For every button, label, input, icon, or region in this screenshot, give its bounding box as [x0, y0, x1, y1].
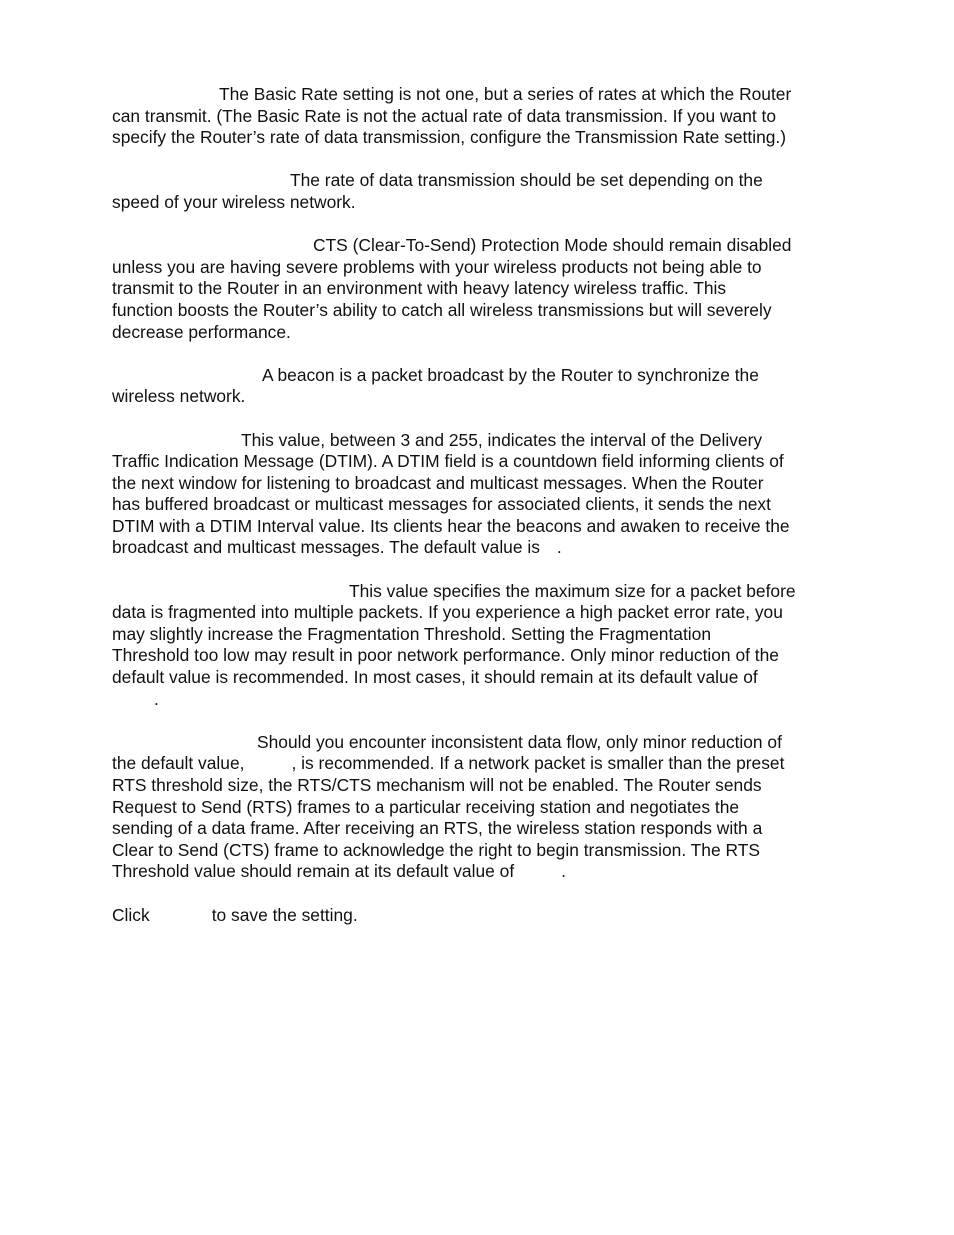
beacon-line-1: A beacon is a packet broadcast by the Router to synchronize the	[262, 364, 759, 385]
fragmentation-line-3: may slightly increase the Fragmentation Threshold. Setting the Fragmentation	[112, 623, 712, 644]
rts-line-4: Request to Send (RTS) frames to a particular receiving station and negotiates the	[112, 796, 740, 817]
fragmentation-paragraph	[112, 581, 852, 711]
fragmentation-line-2: data is fragmented into multiple packets. If you experience a high packet error rate, you	[112, 602, 783, 623]
basic-rate-line-1: The Basic Rate setting is not one, but a series of rates at which the Router	[219, 84, 792, 104]
rts-line-2-end: , is recommended. If a network packet is smaller than the preset	[291, 753, 785, 774]
transmission-rate-line-1: The rate of data transmission should be set depending on the	[290, 170, 763, 191]
cts-protection-line-1: CTS (Clear-To-Send) Protection Mode should remain disabled	[313, 235, 792, 256]
save-line-end: to save the setting.	[211, 904, 358, 925]
basic-rate-paragraph	[112, 84, 852, 149]
cts-protection-line-5: decrease performance.	[112, 321, 291, 342]
basic-rate-line-2: can transmit. (The Basic Rate is not the actual rate of data transmission. If you want to	[112, 105, 777, 126]
transmission-rate-paragraph	[112, 170, 852, 213]
beacon-line-2: wireless network.	[112, 386, 246, 407]
fragmentation-line-4: Threshold too low may result in poor network performance. Only minor reduction of the	[112, 645, 779, 666]
rts-line-7: Threshold value should remain at its default value of	[112, 861, 515, 882]
dtim-line-6: broadcast and multicast messages. The default value is	[112, 537, 540, 558]
beacon-paragraph	[112, 365, 852, 408]
cts-protection-line-3: transmit to the Router in an environment with heavy latency wireless traffic. This	[112, 278, 727, 299]
rts-line-5: sending of a data frame. After receiving an RTS, the wireless station responds with a	[112, 818, 763, 839]
save-line-start: Click	[112, 904, 150, 925]
rts-line-1: Should you encounter inconsistent data flow, only minor reduction of	[257, 731, 782, 752]
dtim-line-2: Traffic Indication Message (DTIM). A DTIM field is a countdown field informing clients of	[112, 451, 784, 472]
document-body	[112, 84, 852, 948]
dtim-paragraph	[112, 430, 852, 560]
rts-line-6: Clear to Send (CTS) frame to acknowledge the right to begin transmission. The RTS	[112, 839, 760, 860]
transmission-rate-line-2: speed of your wireless network.	[112, 191, 356, 212]
fragmentation-line-6: .	[154, 688, 159, 709]
save-instruction	[112, 905, 852, 927]
fragmentation-line-5: default value is recommended. In most cases, it should remain at its default value of	[112, 667, 758, 688]
rts-line-3: RTS threshold size, the RTS/CTS mechanism will not be enabled. The Router sends	[112, 775, 762, 795]
rts-line-7-end: .	[561, 861, 566, 882]
cts-protection-line-4: function boosts the Router’s ability to catch all wireless transmissions but will severely	[112, 299, 772, 320]
cts-protection-line-2: unless you are having severe problems with your wireless products not being able to	[112, 256, 762, 277]
dtim-line-5: DTIM with a DTIM Interval value. Its clients hear the beacons and awaken to receive the	[112, 515, 790, 536]
dtim-line-1: This value, between 3 and 255, indicates the interval of the Delivery	[241, 429, 763, 450]
dtim-line-4: has buffered broadcast or multicast messages for associated clients, it sends the next	[112, 494, 771, 515]
fragmentation-line-1: This value specifies the maximum size for a packet before	[349, 580, 796, 601]
cts-protection-paragraph	[112, 235, 852, 343]
rts-line-2: the default value,	[112, 753, 245, 774]
dtim-line-3: the next window for listening to broadcast and multicast messages. When the Router	[112, 472, 764, 493]
dtim-line-6-end: .	[556, 537, 562, 558]
rts-paragraph	[112, 732, 852, 883]
basic-rate-line-3: specify the Router’s rate of data transmission, configure the Transmission Rate setting.)	[112, 127, 787, 148]
